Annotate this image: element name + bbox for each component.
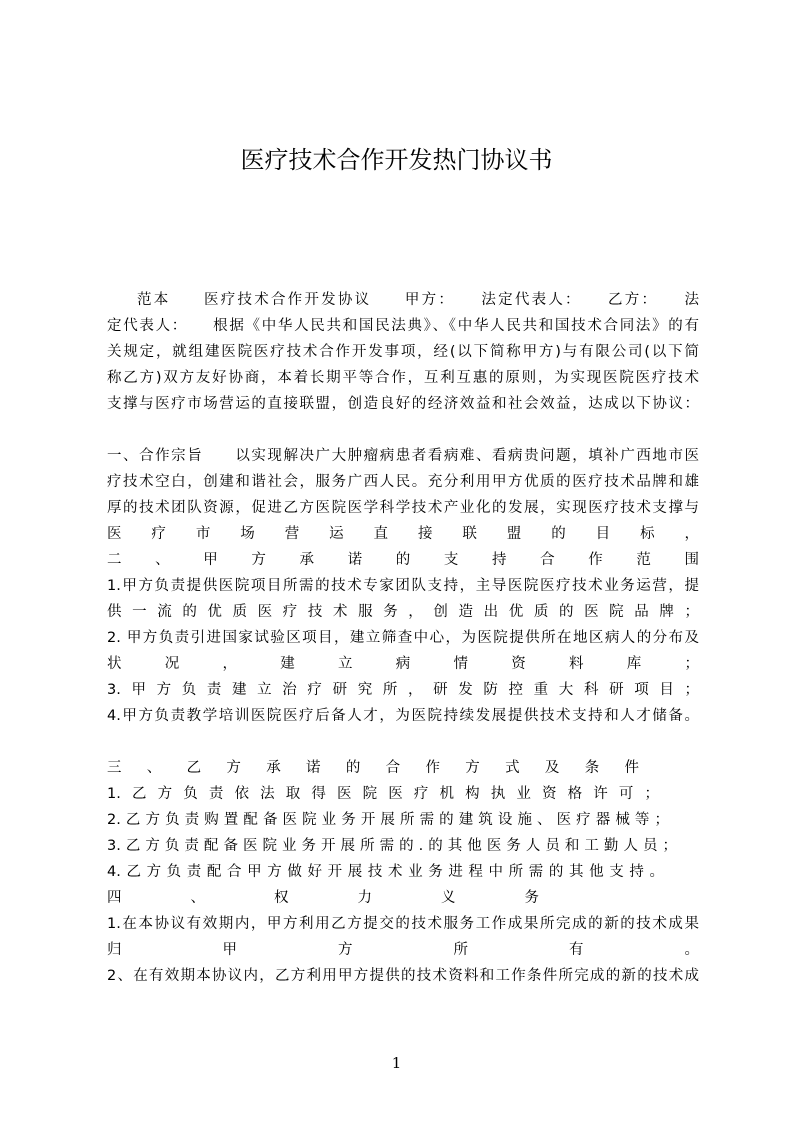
list-item-line: 2.乙方负责购置配备医院业务开展所需的建筑设施、医疗器械等；: [107, 812, 669, 828]
list-item-line: 3.甲方负责建立治疗研究所，研发防控重大科研项目；: [107, 682, 699, 698]
list-item-line: 归甲方所有。: [107, 942, 699, 958]
paragraph-gap: [107, 417, 699, 443]
paragraph-line: 范本 医疗技术合作开发协议 甲方： 法定代表人： 乙方： 法: [137, 292, 699, 308]
paragraph-line: 一、合作宗旨 以实现解决广大肿瘤病患者看病难、看病贵问题，填补广西地市医: [107, 448, 699, 464]
paragraph-line: 医疗市场营运直接联盟的目标，: [107, 526, 699, 542]
paragraph-line: 关规定，就组建医院医疗技术合作开发事项，经(以下简称甲方)与有限公司(以下简: [107, 344, 699, 360]
page-number: 1: [391, 1054, 402, 1072]
list-item-line: 1.乙方负责依法取得医院医疗机构执业资格许可；: [107, 786, 659, 802]
list-item-line: 3.乙方负责配备医院业务开展所需的.的其他医务人员和工勤人员；: [107, 838, 677, 854]
paragraph-line: 厚的技术团队资源，促进乙方医院医学科学技术产业化的发展，实现医疗技术支撑与: [107, 500, 699, 516]
list-item-line: 供一流的优质医疗技术服务，创造出优质的医院品牌；: [107, 604, 699, 620]
document-title: 医疗技术合作开发热门协议书: [240, 146, 553, 174]
section-heading: 三、乙方承诺的合作方式及条件: [107, 760, 639, 776]
list-item-line: 2、在有效期本协议内，乙方利用甲方提供的技术资料和工作条件所完成的新的技术成: [107, 968, 699, 984]
list-item-line: 状况，建立病情资料库；: [107, 656, 699, 672]
paragraph-line: 称乙方)双方友好协商，本着长期平等合作，互利互惠的原则，为实现医院医疗技术: [107, 370, 699, 386]
document-body: [107, 287, 699, 989]
list-item-line: 2. 甲方负责引进国家试验区项目，建立筛查中心，为医院提供所在地区病人的分布及: [107, 630, 699, 646]
paragraph-gap: [107, 729, 699, 755]
section-heading: 二、甲方承诺的支持合作范围: [107, 552, 699, 568]
list-item-line: 4.甲方负责教学培训医院医疗后备人才，为医院持续发展提供技术支持和人才储备。: [107, 708, 699, 724]
list-item-line: 4.乙方负责配合甲方做好开展技术业务进程中所需的其他支持。: [107, 864, 664, 880]
list-item-line: 1.甲方负责提供医院项目所需的技术专家团队支持，主导医院医疗技术业务运营，提: [107, 578, 699, 594]
paragraph-line: 支撑与医疗市场营运的直接联盟，创造良好的经济效益和社会效益，达成以下协议：: [107, 396, 699, 412]
paragraph-line: 疗技术空白，创建和谐社会，服务广西人民。充分利用甲方优质的医疗技术品牌和雄: [107, 474, 699, 490]
list-item-line: 1.在本协议有效期内，甲方利用乙方提交的技术服务工作成果所完成的新的技术成果: [107, 916, 699, 932]
section-heading: 四、权力义务: [107, 890, 539, 906]
paragraph-line: 定代表人： 根据《中华人民共和国民法典》、《中华人民共和国技术合同法》的有: [107, 318, 699, 334]
